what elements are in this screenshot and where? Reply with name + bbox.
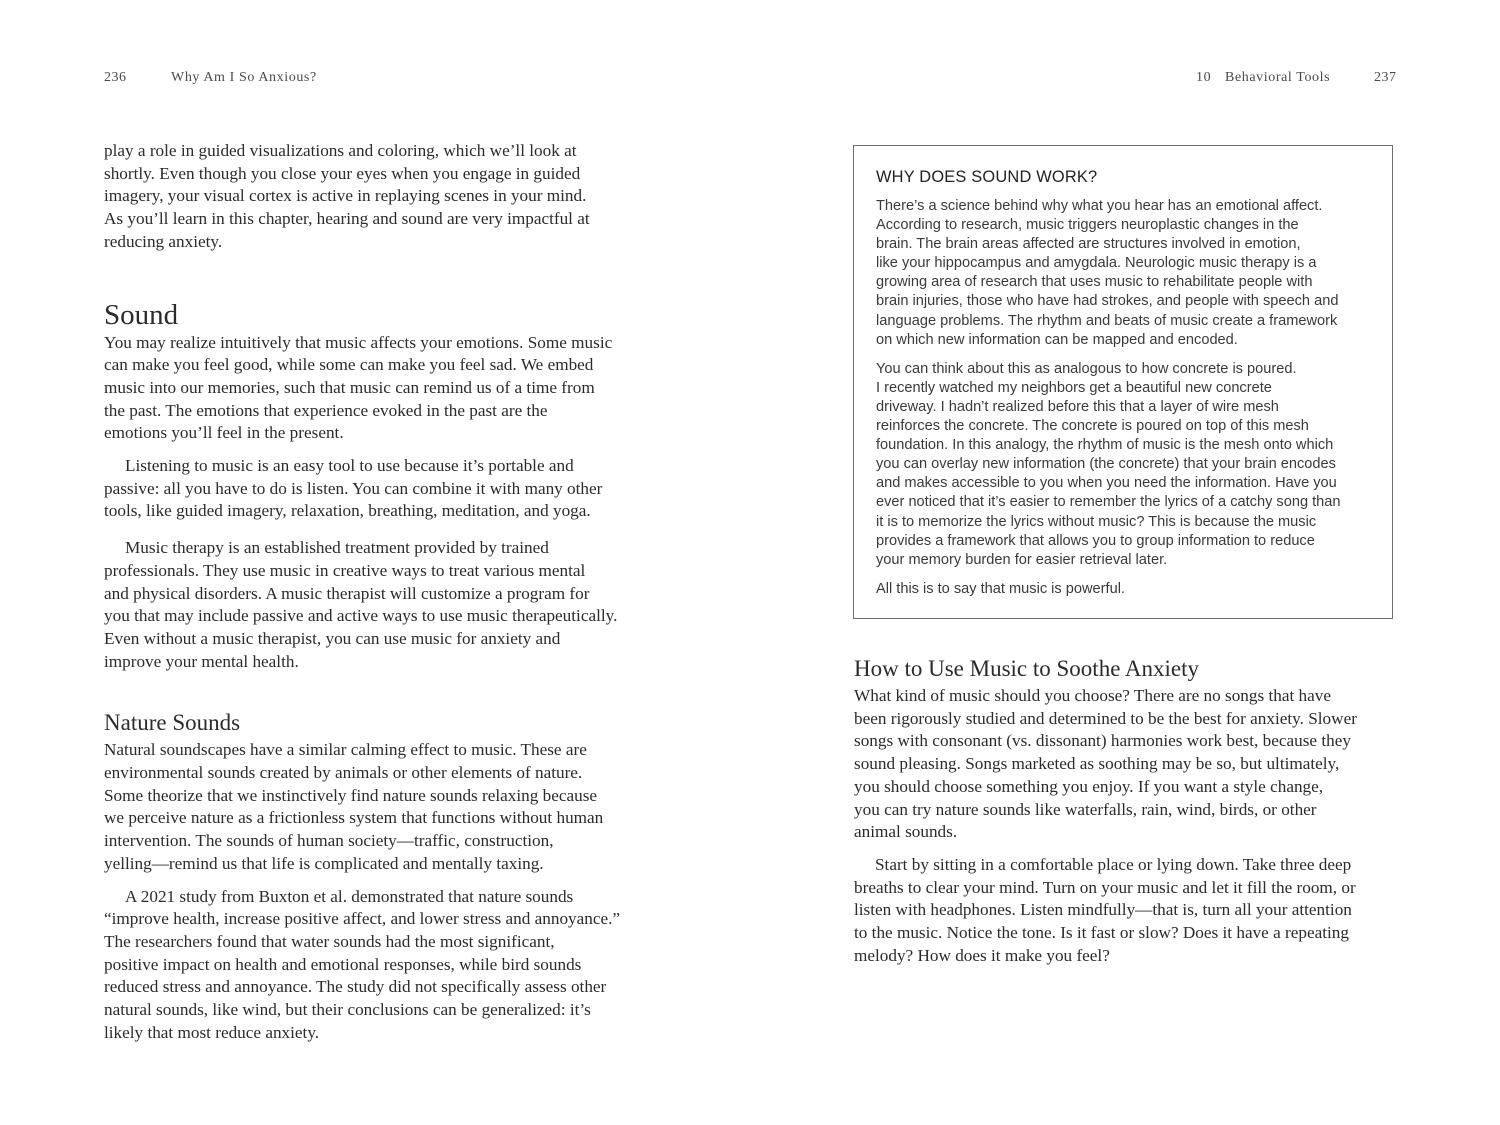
sidebar-heading: WHY DOES SOUND WORK? (876, 168, 1098, 186)
page-number-right: 237 (1374, 70, 1397, 85)
sound-paragraph-2: Listening to music is an easy tool to use because it’s portable and passive: all you have to do is listen. You can combine it with many other tools, like guided imagery, relaxation, breathing, meditation, and yoga. (104, 456, 603, 521)
sound-paragraph-3: Music therapy is an established treatment provided by trained professionals. They use music in creative ways to treat various mental and physical disorders. A music therapist will customize a program for you that may include passive and active ways to use music therapeutically. Even without a music therapist, you can use music for anxiety and improve your mental health. (104, 538, 618, 671)
nature-paragraph-1: Natural soundscapes have a similar calming effect to music. These are environmental sounds created by animals or other elements of nature. Some theorize that we instinctively find nature sounds relaxing because we perceive nature as a frictionless system that functions without human intervention. The sounds of human society—traffic, construction, yelling—remind us that life is complicated and mentally taxing. (104, 740, 604, 873)
right-text-column (854, 655, 1399, 967)
running-head-chapter-title: Behavioral Tools (1225, 70, 1331, 85)
music-paragraph-2: Start by sitting in a comfortable place or lying down. Take three deep breaths to clear your mind. Turn on your music and let it fill the room, or listen with headphones. Listen mindfully—that is, turn all your attention to the music. Notice the tone. Is it fast or slow? Does it have a repeating melody? How does it make you feel? (854, 854, 1356, 965)
music-paragraph-1: What kind of music should you choose? There are no songs that have been rigorously studied and determined to be the best for anxiety. Slower songs with consonant (vs. dissonant) harmonies work best, because they sound pleasing. Songs marketed as soothing may be so, but ultimately, you should choose something you enjoy. If you want a style change, you can try nature sounds like waterfalls, rain, wind, birds, or other animal sounds. (854, 686, 1357, 842)
left-text-column (104, 140, 649, 1045)
sidebar-box (853, 145, 1393, 619)
nature-paragraph-2: A 2021 study from Buxton et al. demonstrated that nature sounds “improve health, increase positive affect, and lower stress and annoyance.” The researchers found that water sounds had the most significant, positive impact on health and emotional responses, while bird sounds reduced stress and annoyance. The study did not specifically assess other natural sounds, like wind, but their conclusions can be generalized: it’s likely that most reduce anxiety. (104, 886, 621, 1042)
running-head-book-title: Why Am I So Anxious? (171, 70, 317, 85)
sidebar-paragraph-1: There’s a science behind why what you hear has an emotional affect. According to research, music triggers neuroplastic changes in the brain. The brain areas affected are structures involved in emotion, like your hippocampus and amygdala. Neurologic music therapy is a growing area of research that uses music to rehabilitate people with brain injuries, those who have had strokes, and people with speech and language problems. The rhythm and beats of music create a framework on which new information can be mapped and encoded. (876, 198, 1339, 348)
subheading-music-anxiety: How to Use Music to Soothe Anxiety (854, 656, 1199, 681)
intro-paragraph: play a role in guided visualizations and coloring, which we’ll look at shortly. Even though you close your eyes when you engage in guided imagery, your visual cortex is active in replaying scenes in your mind. As you’ll learn in this chapter, hearing and sound are very impactful at reducing anxiety. (104, 141, 590, 251)
page-number-left: 236 (104, 70, 127, 85)
running-head-chapter-number: 10 (1196, 70, 1212, 85)
right-page (750, 0, 1500, 1125)
subheading-nature-sounds: Nature Sounds (104, 710, 241, 736)
section-heading-sound: Sound (104, 298, 179, 331)
sidebar-paragraph-2: You can think about this as analogous to how concrete is poured. I recently watched my neighbors get a beautiful new concrete driveway. I hadn’t realized before this that a layer of wire mesh reinforces the concrete. The concrete is poured on top of this mesh foundation. In this analogy, the rhythm of music is the mesh onto which you can overlay new information (the concrete) that your brain encodes and makes accessible to you when you need the information. Have you ever noticed that it’s easier to remember the lyrics of a catchy song than it is to memorize the lyrics without music? This is because the music provides a framework that allows you to group information to reduce your memory burden for easier retrieval later. (876, 360, 1341, 568)
sound-paragraph-1: You may realize intuitively that music affects your emotions. Some music can make you feel good, while some can make you feel sad. We embed music into our memories, such that music can remind us of a time from the past. The emotions that experience evoked in the past are the emotions you’ll feel in the present. (104, 332, 613, 443)
sidebar-paragraph-3: All this is to say that music is powerful. (876, 580, 1125, 597)
